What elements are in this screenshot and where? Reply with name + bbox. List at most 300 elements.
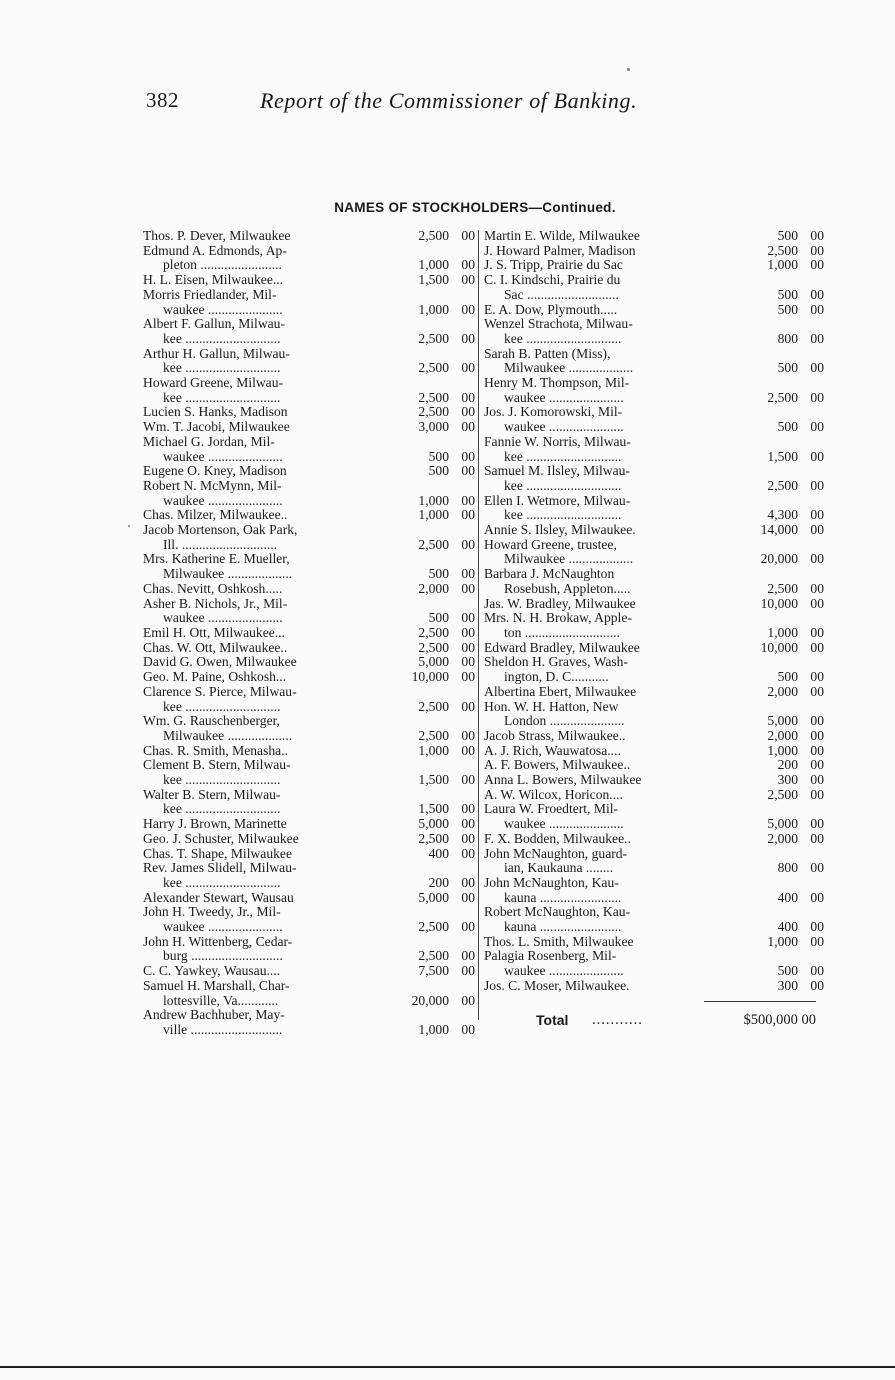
amount-dollars: 1,000 xyxy=(418,301,449,317)
amount-cents: 00 xyxy=(810,919,824,935)
share-amount xyxy=(708,685,824,700)
amount-dollars: 1,000 xyxy=(767,742,798,758)
stockholder-name: Walter B. Stern, Milwau- xyxy=(143,787,281,802)
amount-cents: 00 xyxy=(461,874,475,890)
amount-cents: 00 xyxy=(810,683,824,699)
stockholder-entry xyxy=(143,317,475,346)
stockholder-name-continuation: pleton ........................ xyxy=(163,258,282,273)
stockholder-name: Arthur H. Gallun, Milwau- xyxy=(143,346,290,361)
stockholder-name: Fannie W. Norris, Milwau- xyxy=(484,434,631,449)
amount-dollars: 2,500 xyxy=(418,536,449,552)
amount-dollars: 10,000 xyxy=(760,639,798,655)
stockholder-entry xyxy=(143,758,475,787)
share-amount xyxy=(387,655,475,670)
stockholder-name: Jacob Mortenson, Oak Park, xyxy=(143,523,298,538)
running-head xyxy=(146,88,706,122)
page-title: Report of the Commissioner of Banking. xyxy=(260,88,638,113)
stockholder-entry xyxy=(484,258,824,273)
stockholder-name-continuation: waukee ...................... xyxy=(504,390,624,405)
stockholder-name: Eugene O. Kney, Madison xyxy=(143,464,287,479)
stockholder-name: Jos. C. Moser, Milwaukee. xyxy=(484,978,630,993)
stockholder-name: Alexander Stewart, Wausau xyxy=(143,890,294,905)
stockholder-name-continuation: kauna ........................ xyxy=(504,920,622,935)
stockholder-name-continuation: ton ............................ xyxy=(504,625,620,640)
stockholder-name: Morris Friedlander, Mil- xyxy=(143,287,277,302)
share-amount xyxy=(708,244,824,259)
stockholder-entry xyxy=(484,802,824,831)
stockholder-name: J. S. Tripp, Prairie du Sac xyxy=(484,258,623,273)
amount-dollars: 800 xyxy=(777,330,798,346)
amount-dollars: 300 xyxy=(777,977,798,993)
stockholder-entry xyxy=(143,435,475,464)
stockholder-entry xyxy=(143,817,475,832)
stockholder-name-continuation: waukee ...................... xyxy=(163,493,283,508)
share-amount xyxy=(387,229,475,244)
print-speck xyxy=(627,68,630,71)
stockholder-name: Clarence S. Pierce, Milwau- xyxy=(143,684,297,699)
amount-dollars: 14,000 xyxy=(760,522,798,538)
stockholder-name: Chas. W. Ott, Milwaukee.. xyxy=(143,640,288,655)
amount-cents: 00 xyxy=(810,977,824,993)
amount-cents: 00 xyxy=(461,669,475,685)
share-amount xyxy=(708,788,824,803)
amount-cents: 00 xyxy=(461,889,475,905)
stockholder-name: Barbara J. McNaughton xyxy=(484,567,615,582)
stockholder-name: David G. Owen, Milwaukee xyxy=(143,655,297,670)
stockholder-entry xyxy=(484,700,824,729)
amount-cents: 00 xyxy=(461,963,475,979)
amount-cents: 00 xyxy=(810,727,824,743)
amount-cents: 00 xyxy=(461,257,475,273)
stockholder-name-continuation: kee ............................ xyxy=(163,699,281,714)
stockholder-name-continuation: kee ............................ xyxy=(163,802,281,817)
amount-dollars: 2,000 xyxy=(418,580,449,596)
share-amount xyxy=(708,332,824,347)
amount-cents: 00 xyxy=(461,463,475,479)
share-amount xyxy=(708,935,824,950)
share-amount xyxy=(387,802,475,817)
share-amount xyxy=(708,582,824,597)
stockholder-name: Mrs. Katherine E. Mueller, xyxy=(143,552,290,567)
amount-dollars: 500 xyxy=(428,566,449,582)
stockholder-name: Wenzel Strachota, Milwau- xyxy=(484,317,633,332)
amount-cents: 00 xyxy=(461,301,475,317)
stockholder-name: John H. Wittenberg, Cedar- xyxy=(143,934,293,949)
stockholder-name: Laura W. Froedtert, Mil- xyxy=(484,802,619,817)
amount-dollars: 5,000 xyxy=(418,889,449,905)
total-leader: ........... xyxy=(592,1011,643,1028)
share-amount xyxy=(708,979,824,994)
amount-cents: 00 xyxy=(461,801,475,817)
amount-cents: 00 xyxy=(810,933,824,949)
amount-dollars: 2,500 xyxy=(418,404,449,420)
stockholder-entry xyxy=(484,979,824,994)
stockholder-name: F. X. Bodden, Milwaukee.. xyxy=(484,831,631,846)
share-amount xyxy=(387,626,475,641)
stockholder-entry xyxy=(143,744,475,759)
amount-dollars: 500 xyxy=(777,286,798,302)
amount-cents: 00 xyxy=(810,816,824,832)
share-amount xyxy=(387,258,475,273)
share-amount xyxy=(387,773,475,788)
amount-cents: 00 xyxy=(810,580,824,596)
stockholder-name: Edmund A. Edmonds, Ap- xyxy=(143,243,287,258)
share-amount xyxy=(387,450,475,465)
amount-dollars: 7,500 xyxy=(418,963,449,979)
share-amount xyxy=(708,479,824,494)
amount-cents: 00 xyxy=(461,1021,475,1037)
amount-dollars: 5,000 xyxy=(418,654,449,670)
stockholder-entry xyxy=(143,229,475,244)
stockholder-entry xyxy=(484,949,824,978)
stockholder-name: Henry M. Thompson, Mil- xyxy=(484,376,630,391)
page-number: 382 xyxy=(146,88,179,112)
stockholder-name: Ellen I. Wetmore, Milwau- xyxy=(484,493,631,508)
amount-dollars: 2,500 xyxy=(418,624,449,640)
amount-cents: 00 xyxy=(461,360,475,376)
share-amount xyxy=(387,817,475,832)
stockholder-name: Jas. W. Bradley, Milwaukee xyxy=(484,596,636,611)
stockholder-entry xyxy=(484,758,824,773)
amount-cents: 00 xyxy=(810,419,824,435)
share-amount xyxy=(387,508,475,523)
stockholder-name: Mrs. N. H. Brokaw, Apple- xyxy=(484,611,632,626)
stockholder-entry xyxy=(484,494,824,523)
amount-dollars: 2,500 xyxy=(418,389,449,405)
amount-dollars: 20,000 xyxy=(411,992,449,1008)
stockholder-entry xyxy=(143,552,475,581)
stockholder-name-continuation: waukee ...................... xyxy=(504,964,624,979)
amount-dollars: 500 xyxy=(777,963,798,979)
amount-cents: 00 xyxy=(810,713,824,729)
amount-cents: 00 xyxy=(810,360,824,376)
stockholder-entry xyxy=(143,714,475,743)
share-amount xyxy=(387,670,475,685)
share-amount xyxy=(387,494,475,509)
amount-cents: 00 xyxy=(810,889,824,905)
share-amount xyxy=(387,641,475,656)
stockholder-name: Chas. R. Smith, Menasha.. xyxy=(143,743,288,758)
stockholder-entry xyxy=(143,832,475,847)
stockholder-name: A. J. Rich, Wauwatosa.... xyxy=(484,743,621,758)
share-amount xyxy=(708,641,824,656)
stockholder-entry xyxy=(143,464,475,479)
stockholder-entry xyxy=(143,788,475,817)
amount-dollars: 500 xyxy=(777,669,798,685)
stockholder-entry xyxy=(484,788,824,803)
stockholder-entry xyxy=(143,597,475,626)
amount-dollars: 2,500 xyxy=(767,242,798,258)
amount-cents: 00 xyxy=(461,948,475,964)
amount-cents: 00 xyxy=(461,845,475,861)
amount-cents: 00 xyxy=(461,228,475,243)
share-amount xyxy=(708,288,824,303)
share-amount xyxy=(708,508,824,523)
amount-dollars: 400 xyxy=(428,845,449,861)
stockholder-name: Emil H. Ott, Milwaukee... xyxy=(143,625,285,640)
stockholder-entry xyxy=(143,670,475,685)
amount-cents: 00 xyxy=(461,830,475,846)
stockholder-name-continuation: waukee ...................... xyxy=(163,449,283,464)
stockholder-entry xyxy=(484,876,824,905)
stockholder-entry xyxy=(484,273,824,302)
stockholder-entry xyxy=(143,935,475,964)
section-heading: NAMES OF STOCKHOLDERS—Continued. xyxy=(334,200,616,215)
stockholder-name: Palagia Rosenberg, Mil- xyxy=(484,949,617,964)
stockholder-entry xyxy=(484,905,824,934)
stockholder-name-continuation: waukee ...................... xyxy=(504,817,624,832)
amount-dollars: 2,500 xyxy=(767,477,798,493)
stockholder-name-continuation: waukee ...................... xyxy=(504,420,624,435)
amount-dollars: 2,500 xyxy=(767,580,798,596)
amount-cents: 00 xyxy=(461,654,475,670)
stockholder-entry xyxy=(143,964,475,979)
share-amount xyxy=(708,552,824,567)
stockholder-name: Robert McNaughton, Kau- xyxy=(484,905,631,920)
share-amount xyxy=(708,920,824,935)
amount-cents: 00 xyxy=(810,551,824,567)
share-amount xyxy=(708,758,824,773)
stockholder-name-continuation: kee ............................ xyxy=(163,875,281,890)
stockholder-entry xyxy=(143,1008,475,1037)
amount-cents: 00 xyxy=(461,624,475,640)
stockholder-entry xyxy=(143,376,475,405)
amount-cents: 00 xyxy=(461,919,475,935)
share-amount xyxy=(708,670,824,685)
share-amount xyxy=(387,405,475,420)
stockholder-name-continuation: kee ............................ xyxy=(504,478,622,493)
amount-cents: 00 xyxy=(461,992,475,1008)
amount-cents: 00 xyxy=(810,507,824,523)
share-amount xyxy=(387,567,475,582)
amount-dollars: 300 xyxy=(777,772,798,788)
share-amount xyxy=(387,949,475,964)
stockholder-name: John H. Tweedy, Jr., Mil- xyxy=(143,905,281,920)
amount-dollars: 500 xyxy=(428,463,449,479)
stockholder-name: Chas. T. Shape, Milwaukee xyxy=(143,846,292,861)
share-amount xyxy=(387,464,475,479)
share-amount xyxy=(708,391,824,406)
amount-cents: 00 xyxy=(461,389,475,405)
amount-cents: 00 xyxy=(461,727,475,743)
amount-dollars: 400 xyxy=(777,919,798,935)
stockholder-entry xyxy=(484,935,824,950)
share-amount xyxy=(708,817,824,832)
stockholder-entry xyxy=(143,244,475,273)
total-label: Total xyxy=(536,1011,569,1028)
amount-dollars: 2,500 xyxy=(767,786,798,802)
stockholder-entry xyxy=(143,479,475,508)
stockholder-name: Albert F. Gallun, Milwau- xyxy=(143,317,286,332)
stockholder-name-continuation: waukee ...................... xyxy=(163,302,283,317)
stockholder-name-continuation: kee ............................ xyxy=(163,390,281,405)
total-amount: $500,000 00 xyxy=(743,1011,816,1028)
amount-dollars: 1,000 xyxy=(418,257,449,273)
stockholder-name-continuation: kee ............................ xyxy=(504,449,622,464)
share-amount xyxy=(387,273,475,288)
stockholder-entry xyxy=(484,347,824,376)
stockholder-entry xyxy=(143,508,475,523)
stockholder-name: Chas. Milzer, Milwaukee.. xyxy=(143,508,288,523)
amount-cents: 00 xyxy=(810,522,824,538)
stockholder-entry xyxy=(484,773,824,788)
amount-dollars: 10,000 xyxy=(411,669,449,685)
stockholder-entry xyxy=(484,303,824,318)
amount-dollars: 1,000 xyxy=(767,624,798,640)
amount-cents: 00 xyxy=(810,963,824,979)
amount-cents: 00 xyxy=(461,404,475,420)
stockholders-right-column xyxy=(484,229,824,1030)
stockholder-name: A. W. Wilcox, Horicon.... xyxy=(484,787,623,802)
stockholder-name: Thos. L. Smith, Milwaukee xyxy=(484,934,634,949)
stockholder-entry xyxy=(484,832,824,847)
amount-cents: 00 xyxy=(810,301,824,317)
amount-dollars: 5,000 xyxy=(767,713,798,729)
amount-dollars: 200 xyxy=(428,874,449,890)
stockholder-name: A. F. Bowers, Milwaukee.. xyxy=(484,758,631,773)
stockholder-name-continuation: kee ............................ xyxy=(504,508,622,523)
stockholder-name: Robert N. McMynn, Mil- xyxy=(143,478,282,493)
amount-cents: 00 xyxy=(810,830,824,846)
stockholder-entry xyxy=(484,567,824,596)
stockholder-entry xyxy=(484,597,824,612)
stockholder-name: Jacob Strass, Milwaukee.. xyxy=(484,728,626,743)
stockholder-entry xyxy=(143,288,475,317)
amount-dollars: 10,000 xyxy=(760,595,798,611)
stockholder-name: J. Howard Palmer, Madison xyxy=(484,243,636,258)
stockholder-name-continuation: ville ........................... xyxy=(163,1022,283,1037)
amount-dollars: 1,500 xyxy=(418,772,449,788)
amount-cents: 00 xyxy=(461,698,475,714)
stockholder-entry xyxy=(143,847,475,862)
share-amount xyxy=(708,832,824,847)
stockholder-name-continuation: kee ............................ xyxy=(163,331,281,346)
amount-cents: 00 xyxy=(461,330,475,346)
amount-cents: 00 xyxy=(461,507,475,523)
amount-dollars: 2,500 xyxy=(418,698,449,714)
stockholder-entry xyxy=(484,744,824,759)
stockholder-name: Lucien S. Hanks, Madison xyxy=(143,405,288,420)
amount-dollars: 1,500 xyxy=(418,272,449,288)
stockholder-name-continuation: waukee ...................... xyxy=(163,611,283,626)
stockholder-entry xyxy=(484,641,824,656)
stockholder-name: Howard Greene, trustee, xyxy=(484,537,617,552)
stockholder-entry xyxy=(484,611,824,640)
stockholder-name-continuation: London ...................... xyxy=(504,714,625,729)
amount-cents: 00 xyxy=(810,786,824,802)
total-rule xyxy=(704,1001,816,1002)
stockholder-name: Howard Greene, Milwau- xyxy=(143,376,284,391)
amount-dollars: 1,500 xyxy=(418,801,449,817)
stockholder-name: Wm. G. Rauschenberger, xyxy=(143,714,280,729)
share-amount xyxy=(387,538,475,553)
amount-dollars: 2,000 xyxy=(767,727,798,743)
amount-dollars: 2,500 xyxy=(418,727,449,743)
amount-dollars: 500 xyxy=(428,448,449,464)
stockholders-left-column xyxy=(143,229,475,1038)
share-amount xyxy=(387,1023,475,1038)
amount-dollars: 1,000 xyxy=(418,742,449,758)
amount-dollars: 400 xyxy=(777,889,798,905)
amount-dollars: 2,500 xyxy=(418,639,449,655)
stockholder-name: Harry J. Brown, Marinette xyxy=(143,817,287,832)
stockholder-entry xyxy=(143,626,475,641)
stockholder-name-continuation: Milwaukee ................... xyxy=(163,567,293,582)
stockholder-name-continuation: waukee ...................... xyxy=(163,920,283,935)
share-amount xyxy=(708,229,824,244)
stockholder-name: Martin E. Wilde, Milwaukee xyxy=(484,229,640,243)
share-amount xyxy=(708,729,824,744)
stockholder-name: John McNaughton, Kau- xyxy=(484,875,619,890)
stockholder-name-continuation: burg ........................... xyxy=(163,949,283,964)
stockholder-entry xyxy=(484,729,824,744)
stockholder-name: Sheldon H. Graves, Wash- xyxy=(484,655,629,670)
share-amount xyxy=(387,303,475,318)
amount-dollars: 500 xyxy=(428,610,449,626)
amount-cents: 00 xyxy=(810,639,824,655)
amount-dollars: 800 xyxy=(777,860,798,876)
stockholder-name: John McNaughton, guard- xyxy=(484,846,628,861)
stockholder-name: Rev. James Slidell, Milwau- xyxy=(143,861,297,876)
stockholder-entry xyxy=(484,376,824,405)
amount-dollars: 2,500 xyxy=(418,228,449,243)
stockholder-entry xyxy=(484,405,824,434)
amount-dollars: 1,500 xyxy=(767,448,798,464)
amount-cents: 00 xyxy=(461,816,475,832)
stockholder-name-continuation: kee ............................ xyxy=(504,331,622,346)
amount-dollars: 500 xyxy=(777,228,798,243)
amount-dollars: 5,000 xyxy=(418,816,449,832)
amount-dollars: 1,000 xyxy=(418,1021,449,1037)
stockholder-entry xyxy=(484,523,824,538)
share-amount xyxy=(387,832,475,847)
stockholder-name-continuation: Rosebush, Appleton..... xyxy=(504,581,631,596)
share-amount xyxy=(387,964,475,979)
stockholder-name-continuation: kee ............................ xyxy=(163,773,281,788)
share-amount xyxy=(387,582,475,597)
stockholder-name: Asher B. Nichols, Jr., Mil- xyxy=(143,596,288,611)
share-amount xyxy=(708,597,824,612)
share-amount xyxy=(708,891,824,906)
stockholder-entry xyxy=(484,229,824,244)
share-amount xyxy=(387,891,475,906)
stockholder-name-continuation: kee ............................ xyxy=(163,361,281,376)
stockholder-entry xyxy=(143,685,475,714)
stockholder-entry xyxy=(143,582,475,597)
stockholder-name-continuation: Ill. ............................ xyxy=(163,537,278,552)
amount-dollars: 2,500 xyxy=(418,919,449,935)
stockholder-name-continuation: Sac ........................... xyxy=(504,287,619,302)
amount-dollars: 2,000 xyxy=(767,830,798,846)
amount-cents: 00 xyxy=(810,772,824,788)
stockholder-name-continuation: kauna ........................ xyxy=(504,890,622,905)
stockholder-entry xyxy=(484,244,824,259)
amount-cents: 00 xyxy=(810,228,824,243)
stockholder-entry xyxy=(143,420,475,435)
share-amount xyxy=(708,258,824,273)
stockholder-name: Albertina Ebert, Milwaukee xyxy=(484,684,637,699)
amount-dollars: 1,000 xyxy=(418,507,449,523)
share-amount xyxy=(708,861,824,876)
stockholder-name: Wm. T. Jacobi, Milwaukee xyxy=(143,420,290,435)
stockholder-name: E. A. Dow, Plymouth..... xyxy=(484,302,618,317)
stockholder-entry xyxy=(143,861,475,890)
amount-cents: 00 xyxy=(810,242,824,258)
amount-cents: 00 xyxy=(810,389,824,405)
stockholder-name: Geo. J. Schuster, Milwaukee xyxy=(143,831,299,846)
amount-cents: 00 xyxy=(810,757,824,773)
amount-dollars: 2,500 xyxy=(418,948,449,964)
